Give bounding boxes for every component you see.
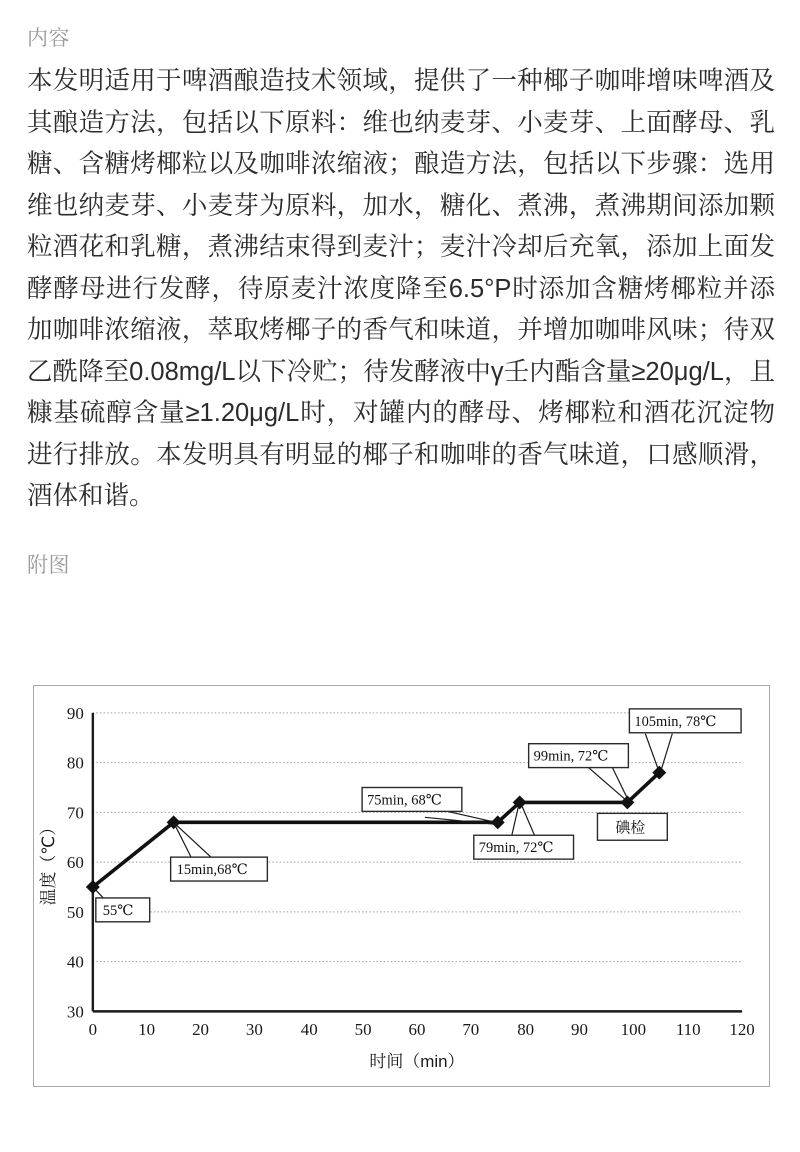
x-tick-20: 20 (192, 1020, 210, 1040)
annotation-55c-label: 55℃ (102, 902, 134, 919)
y-axis-title: 温度（℃） (38, 818, 58, 906)
annotation-iodine-test-label: 碘检 (615, 819, 646, 837)
x-tick-80: 80 (517, 1020, 535, 1040)
x-tick-40: 40 (300, 1020, 318, 1040)
y-tick-90: 90 (66, 703, 84, 723)
y-tick-70: 70 (66, 803, 84, 823)
y-tick-80: 80 (66, 753, 84, 773)
x-tick-0: 0 (88, 1020, 98, 1040)
x-axis-tick-labels (89, 1020, 755, 1039)
y-tick-50: 50 (66, 902, 84, 922)
annotation-99min-label: 99min, 72℃ (533, 748, 609, 765)
x-axis-title: 时间（min） (369, 1052, 465, 1072)
annotation-75min (362, 787, 496, 824)
x-tick-60: 60 (408, 1020, 426, 1040)
section-heading-content: 内容 (27, 27, 70, 50)
abstract-paragraph: 本发明适用于啤酒酿造技术领域，提供了一种椰子咖啡增味啤酒及其酿造方法，包括以下原料：维也纳麦芽、小麦芽、上面酵母、乳糖、含糖烤椰粒以及咖啡浓缩液；酿造方法，包括以下步骤：选用维也纳麦芽、小麦芽为原料，加水，糖化、煮沸，煮沸期间添加颗粒酒花和乳糖，煮沸结束得到麦汁；麦汁冷却后充氧，添加上面发酵酵母进行发酵，待原麦汁浓度降至6.5°P时添加含糖烤椰粒并添加咖啡浓缩液，萃取烤椰子的香气和味道，并增加咖啡风味；待双乙酰降至0.08mg/L以下冷贮；待发酵液中γ壬内酯含量≥20μg/L，且糠基硫醇含量≥1.20μg/L时，对罐内的酵母、烤椰粒和酒花沉淀物进行排放。本发明具有明显的椰子和咖啡的香气味道，口感顺滑，酒体和谐。 (27, 67, 775, 510)
x-tick-120: 120 (729, 1020, 755, 1040)
annotation-79min (474, 805, 574, 859)
temperature-time-line-chart (34, 686, 769, 1086)
annotation-79min-label: 79min, 72℃ (478, 840, 554, 857)
annotation-15min (171, 824, 268, 881)
y-axis-tick-labels (67, 704, 84, 1021)
x-tick-90: 90 (571, 1020, 588, 1040)
annotation-99min (529, 744, 629, 801)
annotation-55c (95, 889, 150, 922)
annotation-75min-label: 75min, 68℃ (367, 792, 442, 809)
figure-chart-container (33, 685, 770, 1087)
x-tick-30: 30 (245, 1020, 263, 1040)
x-tick-70: 70 (462, 1020, 480, 1040)
annotation-iodine-test (597, 813, 667, 840)
y-tick-60: 60 (66, 853, 84, 873)
y-tick-30: 30 (66, 1002, 84, 1022)
annotation-105min-label: 105min, 78℃ (634, 713, 717, 730)
annotation-15min-label: 15min,68℃ (176, 862, 248, 879)
y-tick-40: 40 (66, 952, 84, 972)
section-heading-figure: 附图 (27, 554, 70, 577)
x-tick-50: 50 (354, 1020, 372, 1040)
annotation-105min (629, 709, 741, 770)
x-tick-110: 110 (675, 1020, 701, 1040)
x-tick-10: 10 (138, 1020, 156, 1040)
x-tick-100: 100 (620, 1020, 647, 1040)
